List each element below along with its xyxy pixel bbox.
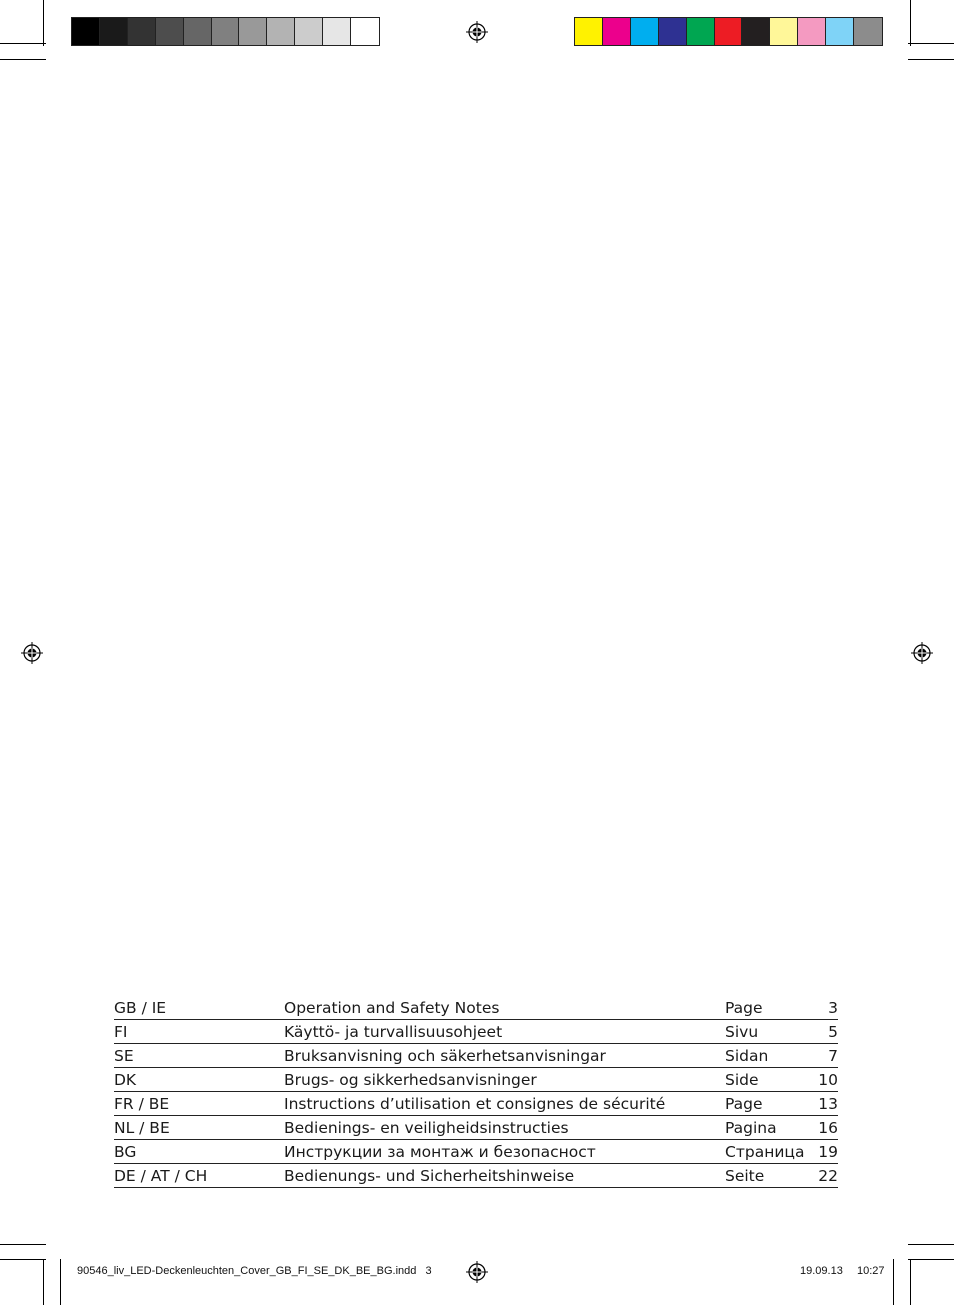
grayscale-color-bar <box>71 17 380 46</box>
color-swatch <box>184 18 212 45</box>
color-swatch <box>72 18 100 45</box>
toc-page-label: Pagina <box>725 1116 808 1140</box>
slug-filename: 90546_liv_LED-Deckenleuchten_Cover_GB_FI_SE_DK_BE_BG.indd 3 <box>77 1265 432 1277</box>
toc-language: BG <box>114 1140 284 1164</box>
toc-title: Käyttö- ja turvallisuusohjeet <box>284 1020 725 1044</box>
color-swatch <box>323 18 351 45</box>
color-swatch <box>267 18 295 45</box>
color-swatch <box>295 18 323 45</box>
toc-page-number: 16 <box>808 1116 838 1140</box>
crop-mark <box>893 1259 894 1305</box>
toc-page-label: Sidan <box>725 1044 808 1068</box>
toc-row[interactable] <box>114 1020 838 1044</box>
crop-mark <box>0 59 46 60</box>
color-swatch <box>156 18 184 45</box>
toc-title: Bruksanvisning och säkerhetsanvisningar <box>284 1044 725 1068</box>
toc-language: DK <box>114 1068 284 1092</box>
toc-page-label: Страница <box>725 1140 808 1164</box>
color-swatch <box>631 18 659 45</box>
color-swatch <box>128 18 156 45</box>
toc-language: NL / BE <box>114 1116 284 1140</box>
toc-page-number: 7 <box>808 1044 838 1068</box>
toc-language: SE <box>114 1044 284 1068</box>
crop-mark <box>910 1259 911 1305</box>
toc-page-number: 3 <box>808 996 838 1020</box>
toc-page-number: 19 <box>808 1140 838 1164</box>
toc-page-number: 13 <box>808 1092 838 1116</box>
registration-mark-icon <box>466 1261 488 1283</box>
toc-row[interactable] <box>114 1092 838 1116</box>
color-swatch <box>603 18 631 45</box>
color-swatch <box>826 18 854 45</box>
crop-mark <box>0 43 46 44</box>
crop-mark <box>43 1259 44 1305</box>
crop-mark <box>43 0 44 46</box>
color-swatch <box>854 18 882 45</box>
toc-title: Operation and Safety Notes <box>284 996 725 1020</box>
toc-language: FI <box>114 1020 284 1044</box>
toc-page-label: Side <box>725 1068 808 1092</box>
toc-language: FR / BE <box>114 1092 284 1116</box>
crop-mark <box>908 59 954 60</box>
color-swatch <box>770 18 798 45</box>
toc-page-number: 22 <box>808 1164 838 1188</box>
crop-mark <box>0 1244 46 1245</box>
toc-row[interactable] <box>114 1044 838 1068</box>
toc-page-label: Sivu <box>725 1020 808 1044</box>
color-swatch <box>715 18 743 45</box>
color-swatch <box>100 18 128 45</box>
toc-title: Instructions d’utilisation et consignes de sécurité <box>284 1092 725 1116</box>
toc-language: DE / AT / CH <box>114 1164 284 1188</box>
color-swatch <box>659 18 687 45</box>
crop-mark <box>908 1244 954 1245</box>
toc-language: GB / IE <box>114 996 284 1020</box>
color-swatch <box>575 18 603 45</box>
color-swatch <box>239 18 267 45</box>
toc-row[interactable] <box>114 1164 838 1188</box>
toc-row[interactable] <box>114 996 838 1020</box>
crop-mark <box>910 0 911 46</box>
toc-page-label: Seite <box>725 1164 808 1188</box>
toc-page-number: 5 <box>808 1020 838 1044</box>
color-swatch <box>212 18 240 45</box>
slug-time: 10:27 <box>857 1265 885 1277</box>
color-swatch <box>687 18 715 45</box>
crop-mark <box>908 1259 954 1260</box>
toc-page-number: 10 <box>808 1068 838 1092</box>
color-swatch <box>742 18 770 45</box>
color-swatch <box>798 18 826 45</box>
toc-row[interactable] <box>114 1116 838 1140</box>
color-swatch <box>351 18 379 45</box>
registration-mark-icon <box>911 642 933 664</box>
toc-page-label: Page <box>725 996 808 1020</box>
toc-title: Инструкции за монтаж и безопасност <box>284 1140 725 1164</box>
toc-page-label: Page <box>725 1092 808 1116</box>
process-color-bar <box>574 17 883 46</box>
toc-title: Brugs- og sikkerhedsanvisninger <box>284 1068 725 1092</box>
crop-mark <box>60 1259 61 1305</box>
registration-mark-icon <box>21 642 43 664</box>
slug-date: 19.09.13 <box>800 1265 843 1277</box>
toc-row[interactable] <box>114 1068 838 1092</box>
crop-mark <box>908 43 954 44</box>
toc-row[interactable] <box>114 1140 838 1164</box>
toc-title: Bedienungs- und Sicherheitshinweise <box>284 1164 725 1188</box>
registration-mark-icon <box>466 21 488 43</box>
crop-mark <box>0 1259 46 1260</box>
toc-title: Bedienings- en veiligheidsinstructies <box>284 1116 725 1140</box>
language-table-of-contents <box>114 996 838 1188</box>
